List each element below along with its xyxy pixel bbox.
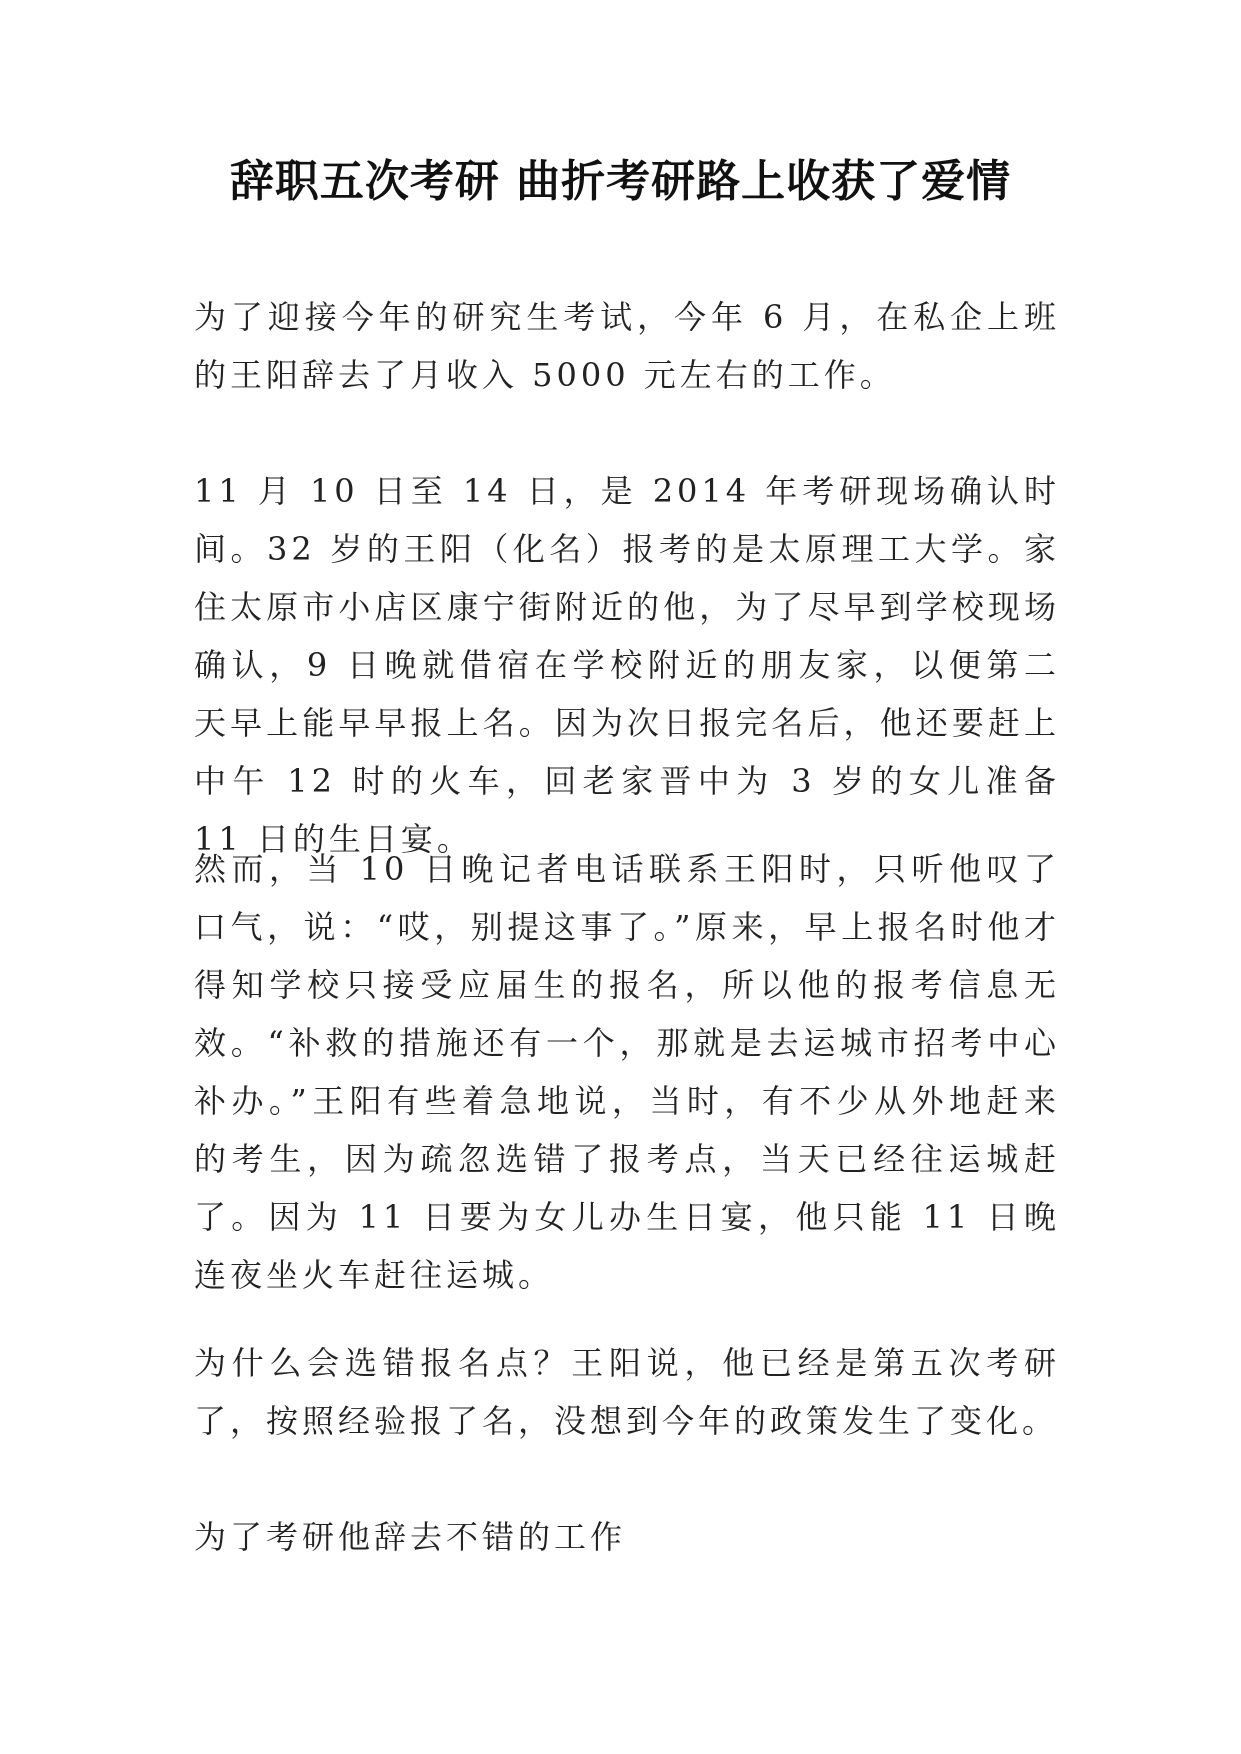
paragraph-3: 然而，当 10 日晚记者电话联系王阳时，只听他叹了口气，说：“哎，别提这事了。”原来，早上报名时他才得知学校只接受应届生的报名，所以他的报考信息无效。“补救的措施还有一个，那就是去运城市招考中心补办。”王阳有些着急地说，当时，有不少从外地赶来的考生，因为疏忽选错了报考点，当天已经往运城赶了。因为 11 日要为女儿办生日宴，他只能 11 日晚连夜坐火车赶往运城。 [194,850,1060,1294]
paragraph-2: 11 月 10 日至 14 日，是 2014 年考研现场确认时间。32 岁的王阳（化名）报考的是太原理工大学。家住太原市小店区康宁街附近的他，为了尽早到学校现场确认，9 日晚就借宿在学校附近的朋友家，以便第二天早上能早早报上名。因为次日报完名后，他还要赶上中午 12 时的火车，回老家晋中为 3 岁的女儿准备 11 日的生日宴。 [194,472,1060,858]
paragraph-1: 为了迎接今年的研究生考试，今年 6 月，在私企上班的王阳辞去了月收入 5000 元左右的工作。 [194,298,1060,394]
document-title: 辞职五次考研 曲折考研路上收获了爱情 [229,156,1012,207]
section-heading: 为了考研他辞去不错的工作 [194,1518,627,1556]
paragraph-4: 为什么会选错报名点？王阳说，他已经是第五次考研了，按照经验报了名，没想到今年的政策发生了变化。 [194,1344,1060,1440]
